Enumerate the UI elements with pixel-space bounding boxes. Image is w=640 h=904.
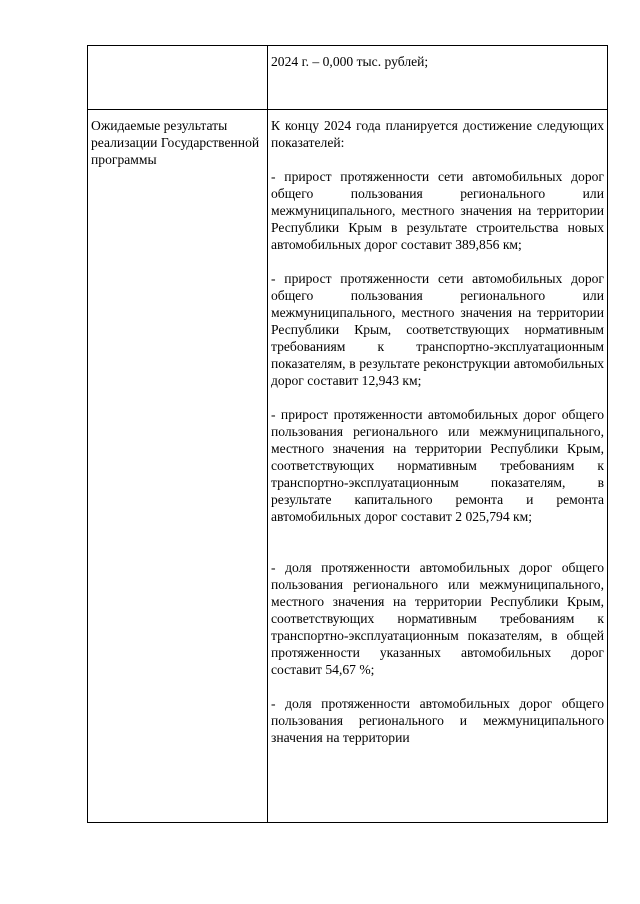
row2-label-cell xyxy=(88,110,268,823)
row2-value-cell xyxy=(268,110,608,823)
expected-results-label: Ожидаемые результаты реализации Государственной программы xyxy=(91,118,260,167)
row1-label xyxy=(88,46,267,53)
result-item: - прирост протяженности сети автомобильных дорог общего пользования регионального или межмуниципального, местного значения на территории Республики Крым в результате строительства новых автомобильных дорог составит 389,856 км; xyxy=(271,169,604,252)
result-item: - прирост протяженности сети автомобильных дорог общего пользования регионального или межмуниципального, местного значения на территории Республики Крым, соответствующих нормативным требованиям к транспортно-эксплуатационным показателям, в результате реконструкции автомобильных дорог составит 12,943 км; xyxy=(271,271,604,388)
results-intro: К концу 2024 года планируется достижение следующих показателей: xyxy=(271,118,604,150)
row1-label-cell xyxy=(88,46,268,110)
table-row xyxy=(88,46,608,110)
result-item: - прирост протяженности автомобильных дорог общего пользования регионального или межмуниципального, местного значения на территории Республики Крым, соответствующих нормативным требованиям к транспортно-эксплуатационным показателям, в результате капитального ремонта и ремонта автомобильных дорог составит 2 025,794 км; xyxy=(271,407,604,524)
result-item: - доля протяженности автомобильных дорог общего пользования регионального или межмуниципального, местного значения на территории Республики Крым, соответствующих нормативным требованиям к транспортно-эксплуатационным показателям, в общей протяженности указанных автомобильных дорог составит 54,67 %; xyxy=(271,560,604,677)
table-row xyxy=(88,110,608,823)
financing-2024-text: 2024 г. – 0,000 тыс. рублей; xyxy=(271,54,429,69)
program-passport-table xyxy=(87,45,608,823)
result-item: - доля протяженности автомобильных дорог общего пользования регионального и межмуниципального значения на территории xyxy=(271,696,604,745)
row1-value-cell xyxy=(268,46,608,110)
